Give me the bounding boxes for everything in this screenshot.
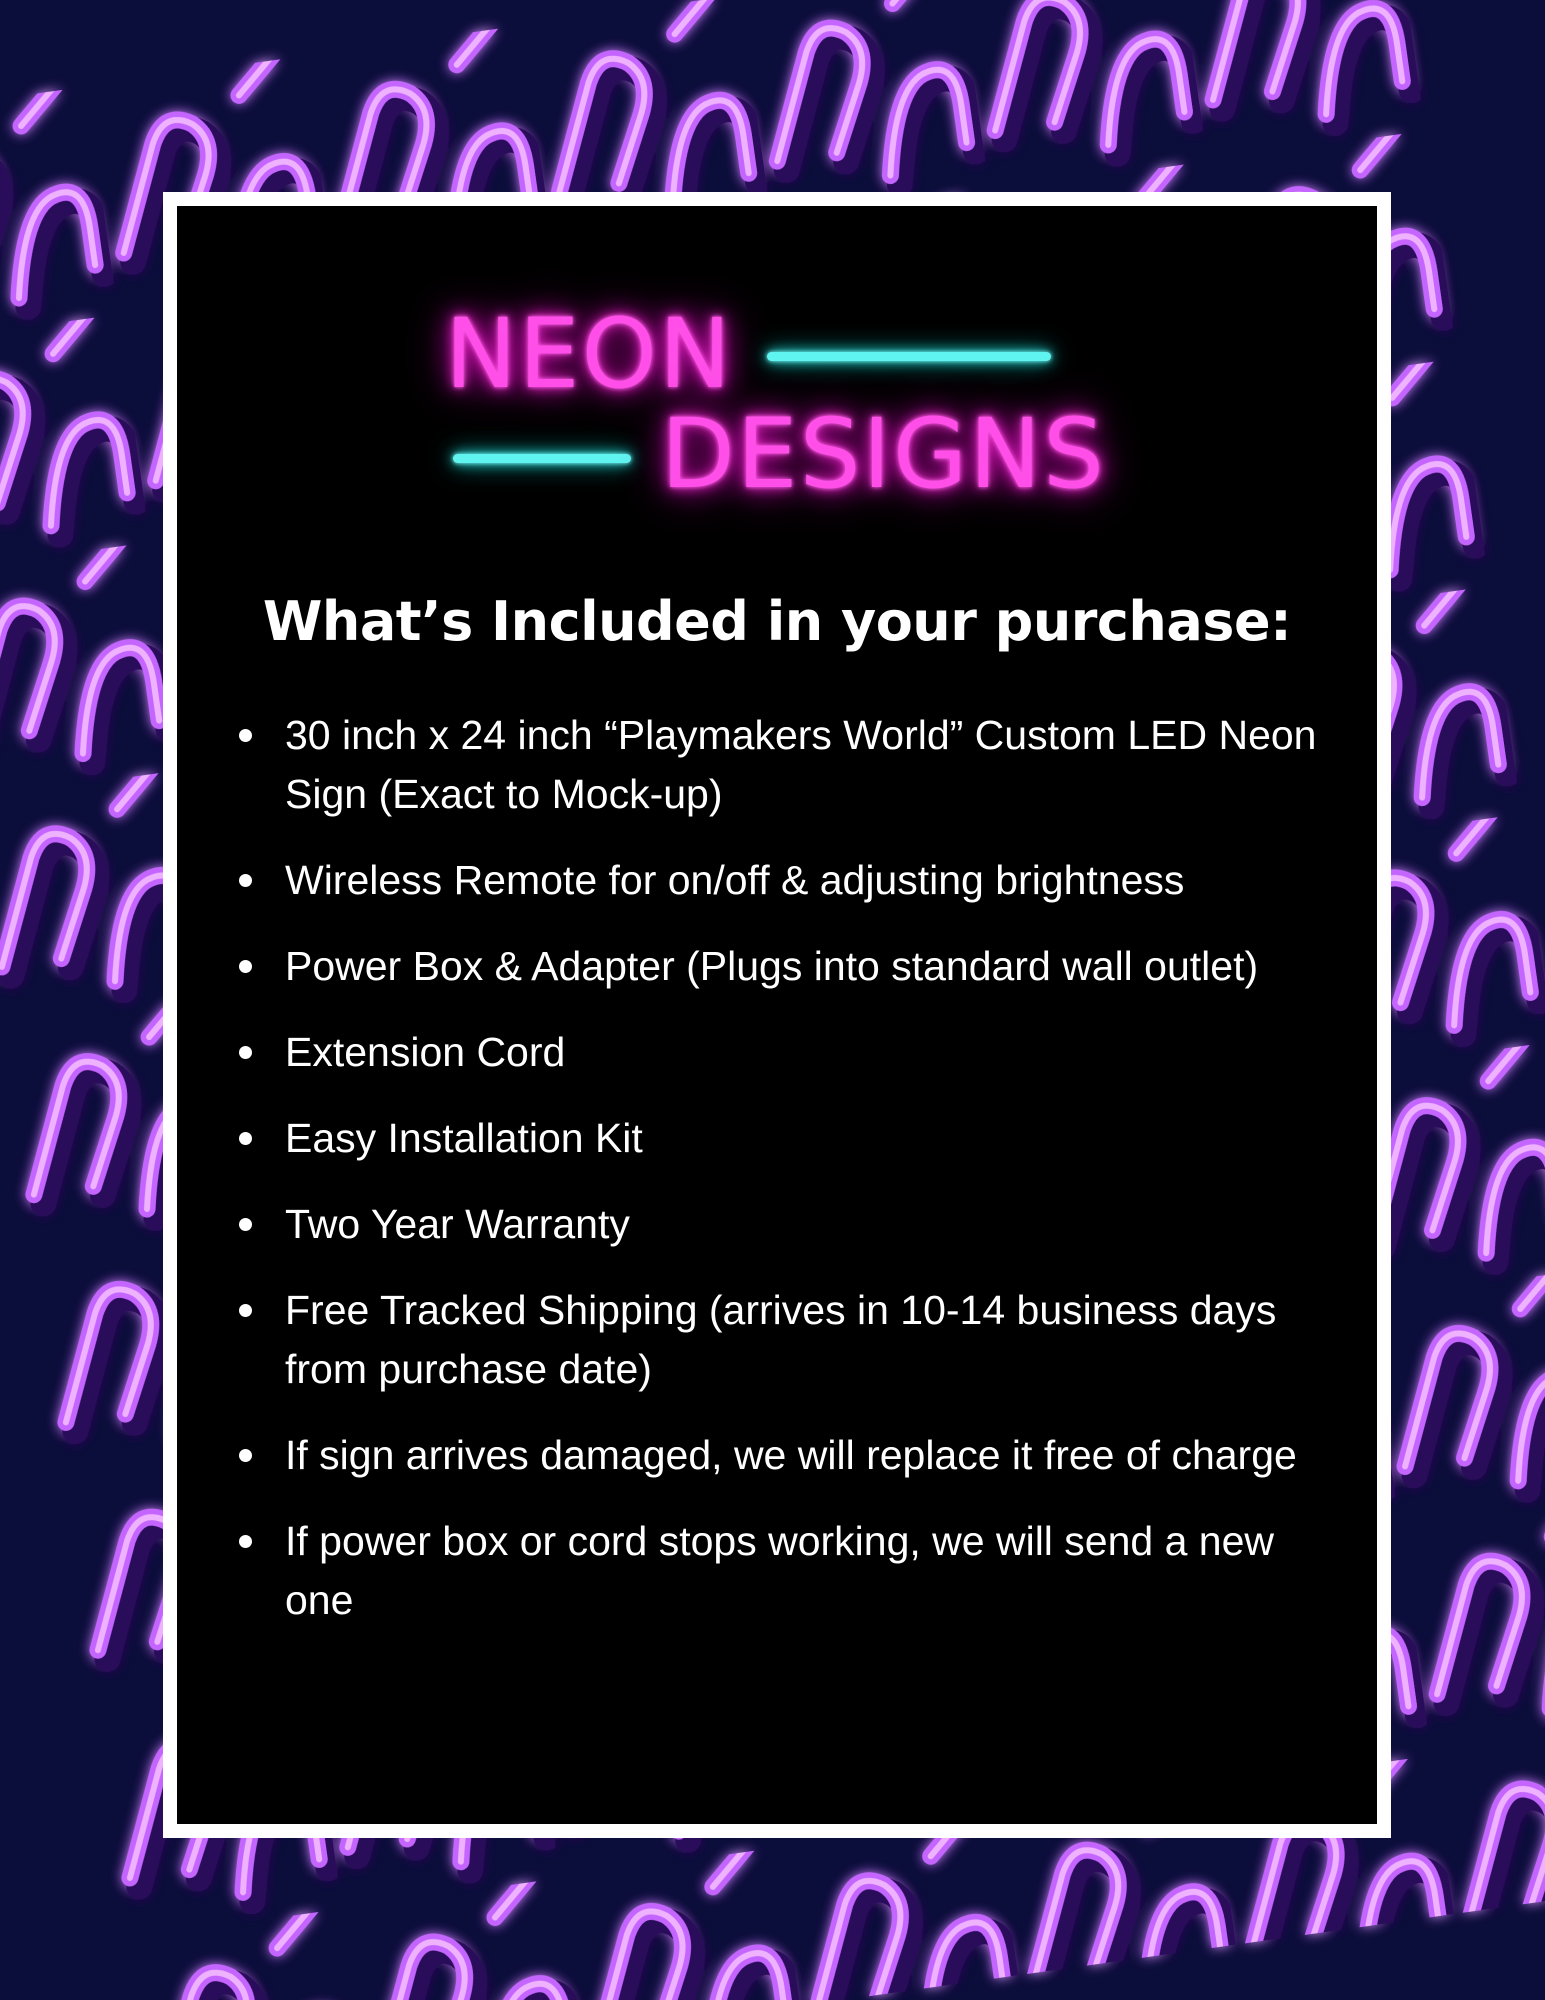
logo-cyan-bar-bottom [453,454,631,463]
bullet-icon [239,1218,252,1231]
list-item-text: 30 inch x 24 inch “Playmakers World” Custom LED Neon Sign (Exact to Mock-up) [285,712,1317,817]
list-item-text: Free Tracked Shipping (arrives in 10-14 business days from purchase date) [285,1287,1277,1392]
list-item [237,1426,1347,1485]
list-item-text: Easy Installation Kit [285,1115,643,1161]
logo-word-designs: DESIGNS [661,398,1106,510]
list-item [237,706,1347,824]
list-item [237,1109,1347,1168]
list-item [237,1281,1347,1399]
list-item [237,1195,1347,1254]
bullet-icon [239,874,252,887]
included-items-list [237,706,1347,1657]
bullet-icon [239,1132,252,1145]
bullet-icon [239,729,252,742]
list-item [237,937,1347,996]
page-title: What’s Included in your purchase: [262,590,1292,653]
info-card-panel [177,206,1377,1824]
bullet-icon [239,1449,252,1462]
list-item-text: If power box or cord stops working, we will send a new one [285,1518,1275,1623]
info-card [163,192,1391,1838]
list-item-text: Power Box & Adapter (Plugs into standard wall outlet) [285,943,1259,989]
bullet-icon [239,960,252,973]
list-item-text: Extension Cord [285,1029,566,1075]
list-item-text: Wireless Remote for on/off & adjusting brightness [285,857,1185,903]
bullet-icon [239,1535,252,1548]
list-item [237,851,1347,910]
logo-cyan-bar-top [767,352,1051,361]
bullet-icon [239,1304,252,1317]
bullet-icon [239,1046,252,1059]
list-item [237,1023,1347,1082]
list-item [237,1512,1347,1630]
list-item-text: If sign arrives damaged, we will replace it free of charge [285,1432,1297,1478]
neon-designs-logo [445,298,1125,522]
list-item-text: Two Year Warranty [285,1201,630,1247]
logo-word-neon: NEON [445,298,733,410]
